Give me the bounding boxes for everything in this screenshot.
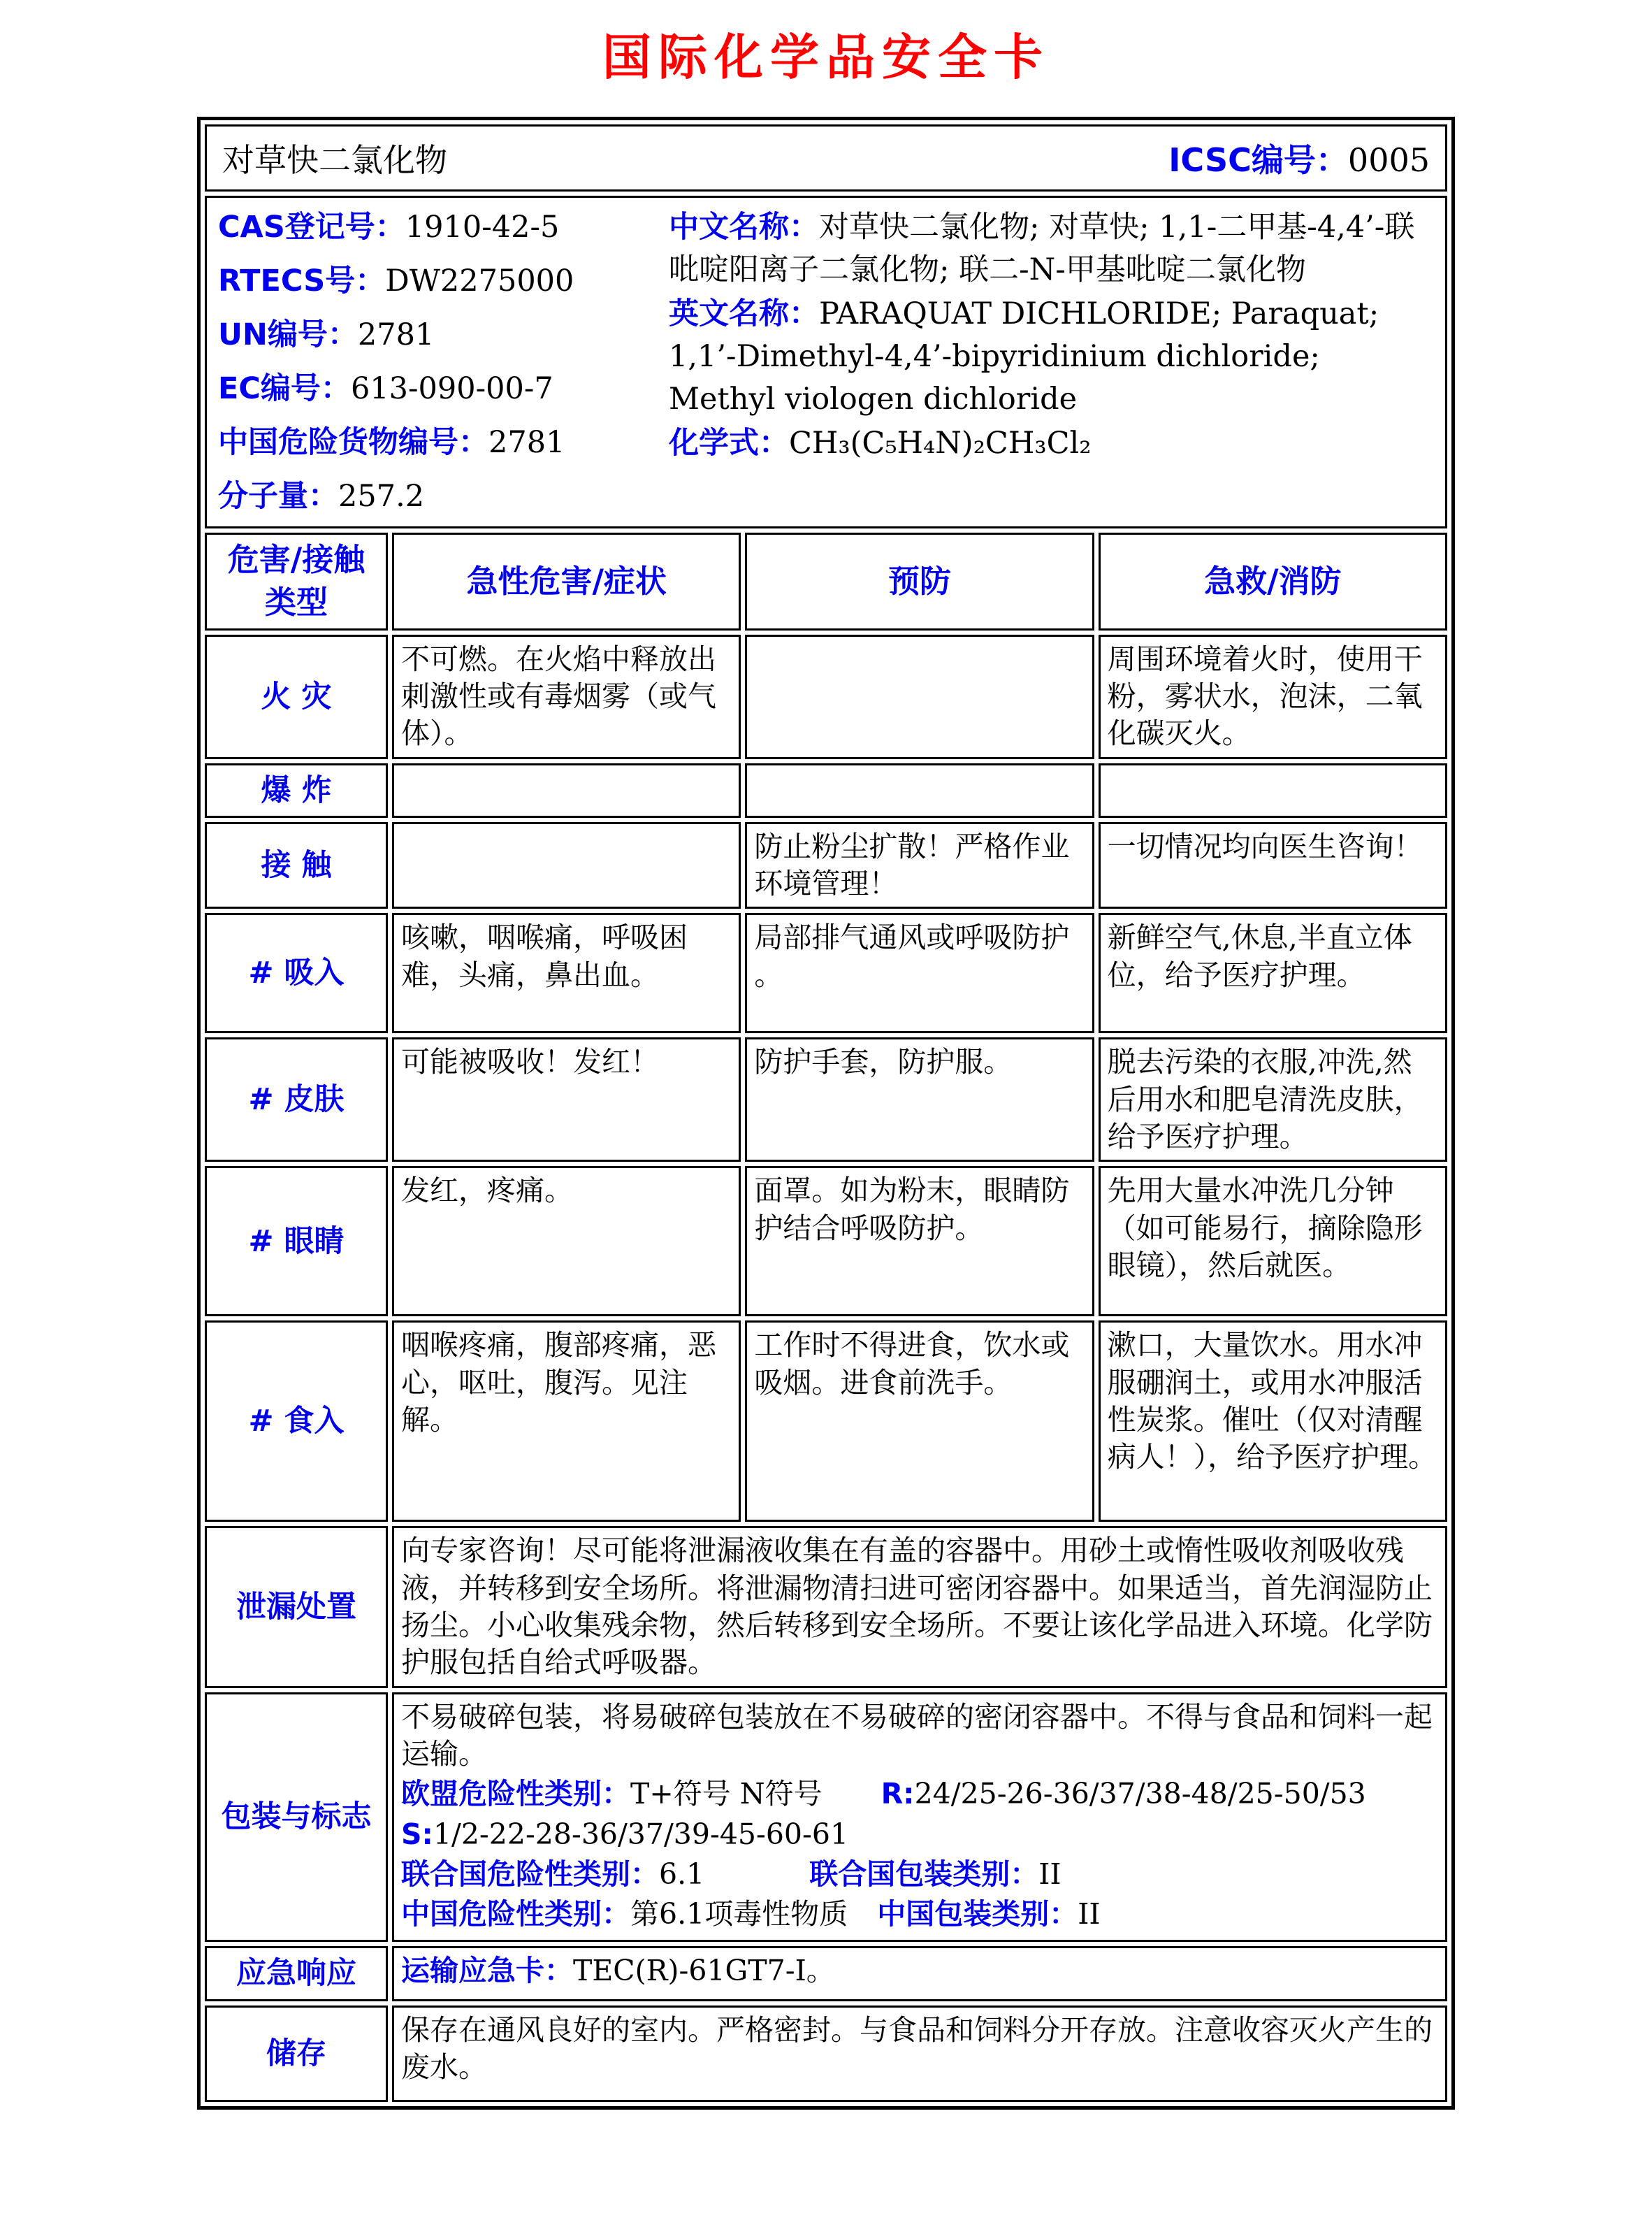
row-explosion-first-aid — [1099, 763, 1447, 818]
row-ingestion-label: # 食入 — [205, 1320, 388, 1522]
row-skin-label: # 皮肤 — [205, 1037, 388, 1162]
packaging-transport-text: 不易破碎包装，将易破碎包装放在不易破碎的密闭容器中。不得与食品和饲料一起运输。 — [401, 1699, 1433, 1771]
identification-section — [205, 196, 1447, 528]
row-ingestion-prevention: 工作时不得进食，饮水或吸烟。进食前洗手。 — [745, 1320, 1094, 1522]
english-name-line: 英文名称：PARAQUAT DICHLORIDE; Paraquat; 1,1’-Dimethyl-4,4’-bipyridinium dichloride; Methyl viologen dichloride — [669, 296, 1379, 417]
card-header — [205, 124, 1447, 192]
icsc-number-group — [1168, 135, 1430, 181]
row-eyes — [205, 1166, 1447, 1316]
row-emergency-response-label: 应急响应 — [205, 1946, 388, 2001]
row-spill-disposal-content: 向专家咨询！尽可能将泄漏液收集在有盖的容器中。用砂土或惰性吸收剂吸收残液，并转移到安全场所。将泄漏物清扫进可密闭容器中。如果适当，首先润湿防止扬尘。小心收集残余物，然后转移到安全场所。不要让该化学品进入环境。化学防护服包括自给式呼吸器。 — [392, 1526, 1447, 1687]
icsc-label: ICSC编号： — [1168, 141, 1348, 179]
un-number-line: UN编号：2781 — [218, 317, 435, 353]
ec-number-line: EC编号：613-090-00-7 — [218, 371, 553, 407]
un-class-label: 联合国危险性类别： — [401, 1857, 659, 1891]
table-header-row — [205, 533, 1447, 631]
row-fire — [205, 635, 1447, 759]
packaging-cn-line: 中国危险性类别：第6.1项毒性物质 中国包装类别：II — [401, 1897, 1101, 1931]
row-fire-prevention — [745, 635, 1094, 759]
cn-pack-label: 中国包装类别： — [877, 1897, 1078, 1931]
row-emergency-response — [205, 1946, 1447, 2001]
packaging-s-phrases-line: S:1/2-22-28-36/37/39-45-60-61 — [401, 1817, 849, 1851]
row-emergency-response-content: 运输应急卡：TEC(R)-61GT7-I。 — [392, 1946, 1447, 2001]
row-inhalation-label: # 吸入 — [205, 913, 388, 1033]
row-eyes-symptoms: 发红，疼痛。 — [392, 1166, 741, 1316]
row-packaging-label: 包装与标志 — [205, 1692, 388, 1943]
identification-names — [669, 206, 1434, 518]
row-skin-prevention: 防护手套，防护服。 — [745, 1037, 1094, 1162]
packaging-eu-class-line: 欧盟危险性类别：T+符号 N符号 R:24/25-26-36/37/38-48/25-50/53 — [401, 1777, 1366, 1811]
row-exposure-symptoms — [392, 822, 741, 909]
row-eyes-first-aid: 先用大量水冲洗几分钟（如可能易行，摘除隐形眼镜），然后就医。 — [1099, 1166, 1447, 1316]
transport-card-label: 运输应急卡： — [401, 1954, 573, 1988]
icsc-number: 0005 — [1347, 141, 1430, 179]
row-inhalation-symptoms: 咳嗽，咽喉痛，呼吸困难，头痛，鼻出血。 — [392, 913, 741, 1033]
row-storage-label: 储存 — [205, 2006, 388, 2102]
row-fire-symptoms: 不可燃。在火焰中释放出刺激性或有毒烟雾（或气体）。 — [392, 635, 741, 759]
eu-class-label: 欧盟危险性类别： — [401, 1777, 630, 1811]
row-ingestion-first-aid: 漱口，大量饮水。用水冲服硼润土，或用水冲服活性炭浆。催吐（仅对清醒病人！），给予医疗护理。 — [1099, 1320, 1447, 1522]
row-explosion-prevention — [745, 763, 1094, 818]
row-explosion-symptoms — [392, 763, 741, 818]
row-inhalation-first-aid: 新鲜空气,休息,半直立体位，给予医疗护理。 — [1099, 913, 1447, 1033]
row-fire-first-aid: 周围环境着火时，使用干粉，雾状水，泡沫，二氧化碳灭火。 — [1099, 635, 1447, 759]
row-eyes-prevention: 面罩。如为粉末，眼睛防护结合呼吸防护。 — [745, 1166, 1094, 1316]
row-skin — [205, 1037, 1447, 1162]
formula-line: 化学式：CH₃(C₅H₄N)₂CH₃Cl₂ — [669, 426, 1092, 461]
row-packaging — [205, 1692, 1447, 1943]
row-storage-content: 保存在通风良好的室内。严格密封。与食品和饲料分开存放。注意收容灭火产生的废水。 — [392, 2006, 1447, 2102]
header-first-aid: 急救/消防 — [1099, 533, 1447, 631]
row-packaging-content — [392, 1692, 1447, 1943]
molecular-weight-line: 分子量：257.2 — [218, 479, 425, 514]
chemical-name: 对草快二氯化物 — [222, 141, 447, 179]
header-acute-hazards: 急性危害/症状 — [392, 533, 741, 631]
row-explosion — [205, 763, 1447, 818]
row-explosion-label: 爆 炸 — [205, 763, 388, 818]
cas-number-line: CAS登记号：1910-42-5 — [218, 210, 560, 245]
row-ingestion — [205, 1320, 1447, 1522]
row-eyes-label: # 眼睛 — [205, 1166, 388, 1316]
row-inhalation — [205, 913, 1447, 1033]
row-ingestion-symptoms: 咽喉疼痛，腹部疼痛，恶心，呕吐，腹泻。见注解。 — [392, 1320, 741, 1522]
row-exposure-first-aid: 一切情况均向医生咨询！ — [1099, 822, 1447, 909]
identification-numbers — [218, 206, 669, 518]
row-inhalation-prevention: 局部排气通风或呼吸防护 。 — [745, 913, 1094, 1033]
china-dg-number-line: 中国危险货物编号：2781 — [218, 425, 565, 461]
row-exposure-label: 接 触 — [205, 822, 388, 909]
row-exposure — [205, 822, 1447, 909]
row-fire-label: 火 灾 — [205, 635, 388, 759]
safety-card — [197, 117, 1455, 2110]
row-spill-disposal-label: 泄漏处置 — [205, 1526, 388, 1687]
rtecs-number-line: RTECS号：DW2275000 — [218, 264, 574, 299]
header-hazard-type: 危害/接触 类型 — [205, 533, 388, 631]
s-phrases-label: S: — [401, 1817, 433, 1851]
row-spill-disposal — [205, 1526, 1447, 1687]
chinese-name-line: 中文名称：对草快二氯化物; 对草快; 1,1-二甲基-4,4’-联吡啶阳离子二氯化物; 联二-N-甲基吡啶二氯化物 — [669, 210, 1415, 288]
page-title: 国际化学品安全卡 — [602, 29, 1050, 86]
row-exposure-prevention: 防止粉尘扩散！严格作业环境管理！ — [745, 822, 1094, 909]
row-storage — [205, 2006, 1447, 2102]
row-skin-symptoms: 可能被吸收！发红！ — [392, 1037, 741, 1162]
header-prevention: 预防 — [745, 533, 1094, 631]
r-phrases-label: R: — [881, 1777, 915, 1811]
un-pack-label: 联合国包装类别： — [809, 1857, 1039, 1891]
cn-class-label: 中国危险性类别： — [401, 1897, 630, 1931]
row-skin-first-aid: 脱去污染的衣服,冲洗,然后用水和肥皂清洗皮肤，给予医疗护理。 — [1099, 1037, 1447, 1162]
packaging-un-line: 联合国危险性类别：6.1 联合国包装类别：II — [401, 1857, 1062, 1891]
